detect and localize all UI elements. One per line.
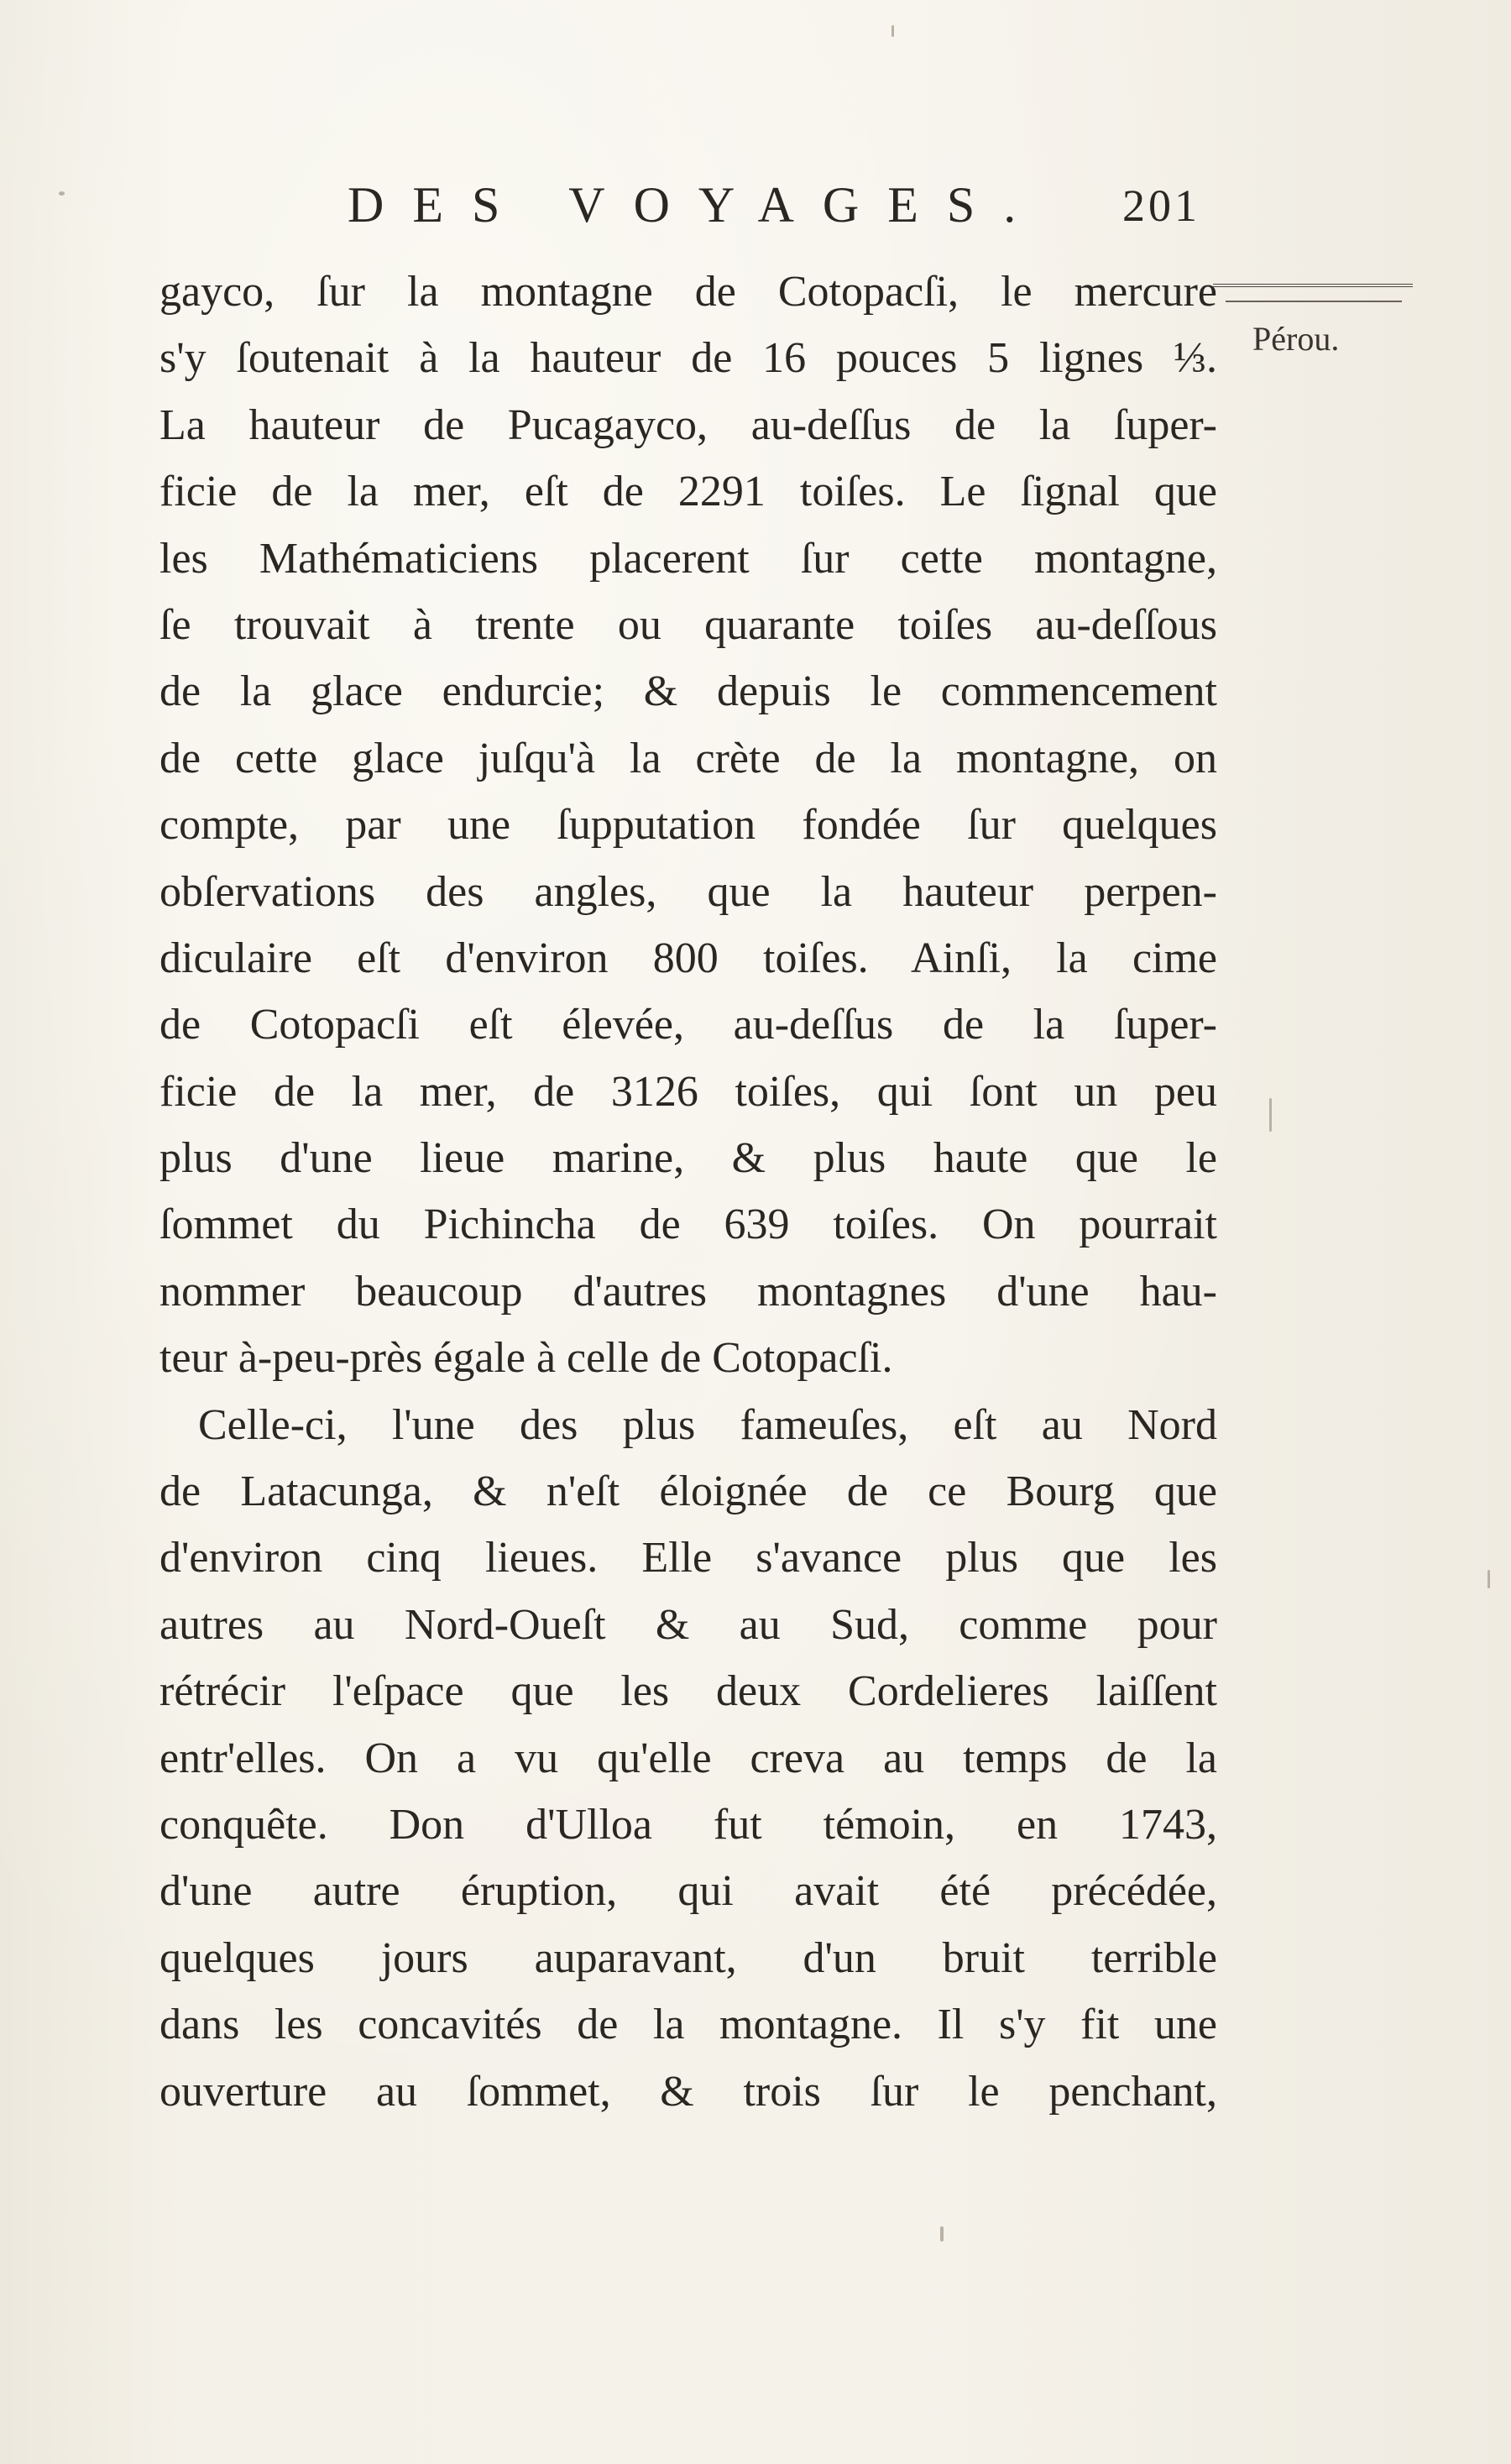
text-line: d'une autre éruption, qui avait été précédée, xyxy=(159,1867,1217,1916)
text-line: ſe trouvait à trente ou quarante toiſes au-deſſous xyxy=(159,600,1217,649)
text-line: ſommet du Pichincha de 639 toiſes. On pourrait xyxy=(159,1201,1217,1249)
text-line: compte, par une ſupputation fondée ſur quelques xyxy=(159,801,1217,850)
paper-speck xyxy=(891,25,894,37)
text-line: ficie de la mer, de 3126 toiſes, qui ſont un peu xyxy=(159,1067,1217,1116)
text-line: diculaire eſt d'environ 800 toiſes. Ainſi, la cime xyxy=(159,934,1217,982)
text-line: les Mathématiciens placerent ſur cette montagne, xyxy=(159,534,1217,583)
page-number: 201 xyxy=(1122,180,1200,231)
text-line: d'environ cinq lieues. Elle s'avance plus que les xyxy=(159,1534,1217,1583)
text-line: de cette glace juſqu'à la crète de la montagne, on xyxy=(159,734,1217,782)
text-line: nommer beaucoup d'autres montagnes d'une hau- xyxy=(159,1267,1217,1316)
text-line: de la glace endurcie; & depuis le commencement xyxy=(159,667,1217,716)
text-line: conquête. Don d'Ulloa fut témoin, en 1743, xyxy=(159,1800,1217,1849)
running-title: DES VOYAGES. xyxy=(348,177,1045,233)
text-line: gayco, ſur la montagne de Cotopacſi, le mercure xyxy=(159,268,1217,316)
paper-speck xyxy=(59,191,65,196)
text-line: autres au Nord-Oueſt & au Sud, comme pour xyxy=(159,1600,1217,1649)
text-line: plus d'une lieue marine, & plus haute que le xyxy=(159,1134,1217,1183)
text-line: quelques jours auparavant, d'un bruit terrible xyxy=(159,1933,1217,1982)
margin-rule-thin xyxy=(1226,301,1402,302)
text-line: ficie de la mer, eſt de 2291 toiſes. Le ſignal que xyxy=(159,468,1217,516)
text-line: de Cotopacſi eſt élevée, au-deſſus de la ſuper- xyxy=(159,1001,1217,1049)
text-line: dans les concavités de la montagne. Il s'y fit une xyxy=(159,2001,1217,2049)
text-line: entr'elles. On a vu qu'elle creva au temps de la xyxy=(159,1734,1217,1782)
text-line: s'y ſoutenait à la hauteur de 16 pouces 5 lignes ⅓. xyxy=(159,334,1217,383)
marginal-note: Pérou. xyxy=(1252,320,1340,358)
paper-speck xyxy=(940,2226,944,2242)
paper-speck xyxy=(1269,1098,1272,1132)
text-line: de Latacunga, & n'eſt éloignée de ce Bourg que xyxy=(159,1467,1217,1516)
text-line: rétrécir l'eſpace que les deux Cordelieres laiſſent xyxy=(159,1667,1217,1716)
text-line: obſervations des angles, que la hauteur perpen- xyxy=(159,867,1217,916)
text-line: Celle-ci, l'une des plus fameuſes, eſt au Nord xyxy=(198,1400,1217,1449)
text-line: ouverture au ſommet, & trois ſur le penchant, xyxy=(159,2067,1217,2116)
body-text xyxy=(159,259,1217,2125)
text-line: La hauteur de Pucagayco, au-deſſus de la ſuper- xyxy=(159,400,1217,449)
text-line: teur à-peu-près égale à celle de Cotopacſi. xyxy=(159,1334,893,1383)
running-head xyxy=(159,176,1200,243)
paper-speck xyxy=(1487,1570,1490,1588)
margin-rule xyxy=(1213,284,1413,287)
